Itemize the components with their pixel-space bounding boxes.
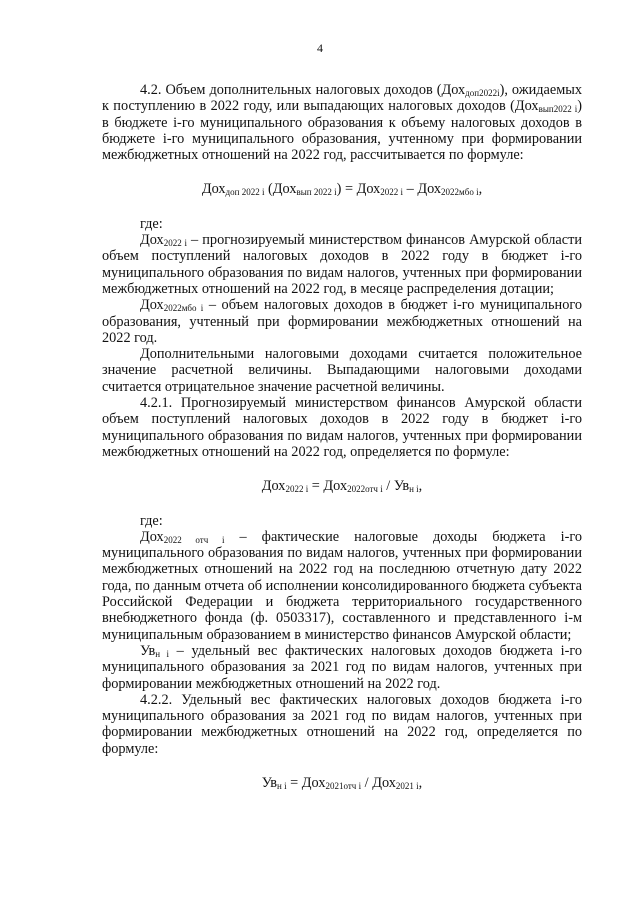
- paragraph-4-2-2: 4.2.2. Удельный вес фактических налоговых доходов бюджета i-го муниципального образования за 2021 год по видам налогов, учтенных при формировании межбюджетных отношений на 2022 год, определяется по формуле:: [102, 691, 582, 757]
- formula-additional-revenue: Дох$_{доп 2022 i}$ (Дох$_{вып 2022 i}$) = Дох$_{2022 i}$ – Дох$_{2022мбо i}$,: [201, 181, 483, 198]
- paragraph-additional-definition: Дополнительными налоговыми доходами считается положительное значение расчетной величины. Выпадающими налоговыми доходами считается отрицательное значение расчетной величины.: [102, 346, 582, 395]
- definition-uv: $Ув_{н i}$ – удельный вес фактических налоговых доходов бюджета i-го муниципального образования за 2021 год по видам налогов, учтенных при формировании межбюджетных отношений на 2022 год.: [102, 642, 582, 692]
- definition-dox-2022: Дох$_{2022 i}$ – прогнозируемый министерством финансов Амурской области объем поступлений налоговых доходов в 2022 году в бюджет i-го муниципального образования по видам налогов, учтенных при формировании межбюджетных отношений на 2022 год, в месяце распределения дотации;: [102, 232, 582, 297]
- formula-share: $Ув_{н i} = Дох_{2021отч i} / Дох_{2021 i}$,: [261, 774, 423, 791]
- formula-forecast-revenue: $Дох_{2022 i} = Дох_{2022отч i} / Ув_{н i}$,: [261, 478, 423, 495]
- definition-dox-2022-otch: Дох$_{2022 отч i}$ – фактические налоговые доходы бюджета i-го муниципального образования по видам налогов, учтенных при формировании межбюджетных отношений на 2022 год на последнюю отчетную дату 2022 года, по данным отчета об исполнении консолидированного бюджета субъекта Российской Федерации и бюджета территориального государственного внебюджетного фонда (ф. 0503317), составленного и представленного i-м муниципальным образованием в министерство финансов Амурской области;: [102, 528, 582, 643]
- document-body: [102, 82, 582, 791]
- definition-dox-2022mbo: Дох$_{2022мбо i}$ – объем налоговых доходов в бюджет i-го муниципального образования, учтенный при формировании межбюджетных отношений на 2022 год.: [102, 297, 583, 346]
- where-label: где:: [140, 512, 163, 529]
- page-number: 4: [317, 41, 323, 55]
- paragraph-4-2-1: 4.2.1. Прогнозируемый министерством финансов Амурской области объем поступлений налоговых доходов в 2022 году в бюджет i-го муниципального образования по видам налогов, учтенных при формировании межбюджетных отношений на 2022 год, определяется по формуле:: [102, 395, 582, 460]
- where-label: где:: [140, 215, 163, 232]
- paragraph-4-2: 4.2. Объем дополнительных налоговых доходов (Дох$_{доп2022i}$), ожидаемых к поступлению в 2022 году, или выпадающих налоговых доходов (Дох$_{вып2022 i}$) в бюджете i-го муниципального образования к объему налоговых доходов в бюджете i-го муниципального образования, учтенному при формировании межбюджетных отношений на 2022 год, рассчитывается по формуле:: [102, 82, 582, 164]
